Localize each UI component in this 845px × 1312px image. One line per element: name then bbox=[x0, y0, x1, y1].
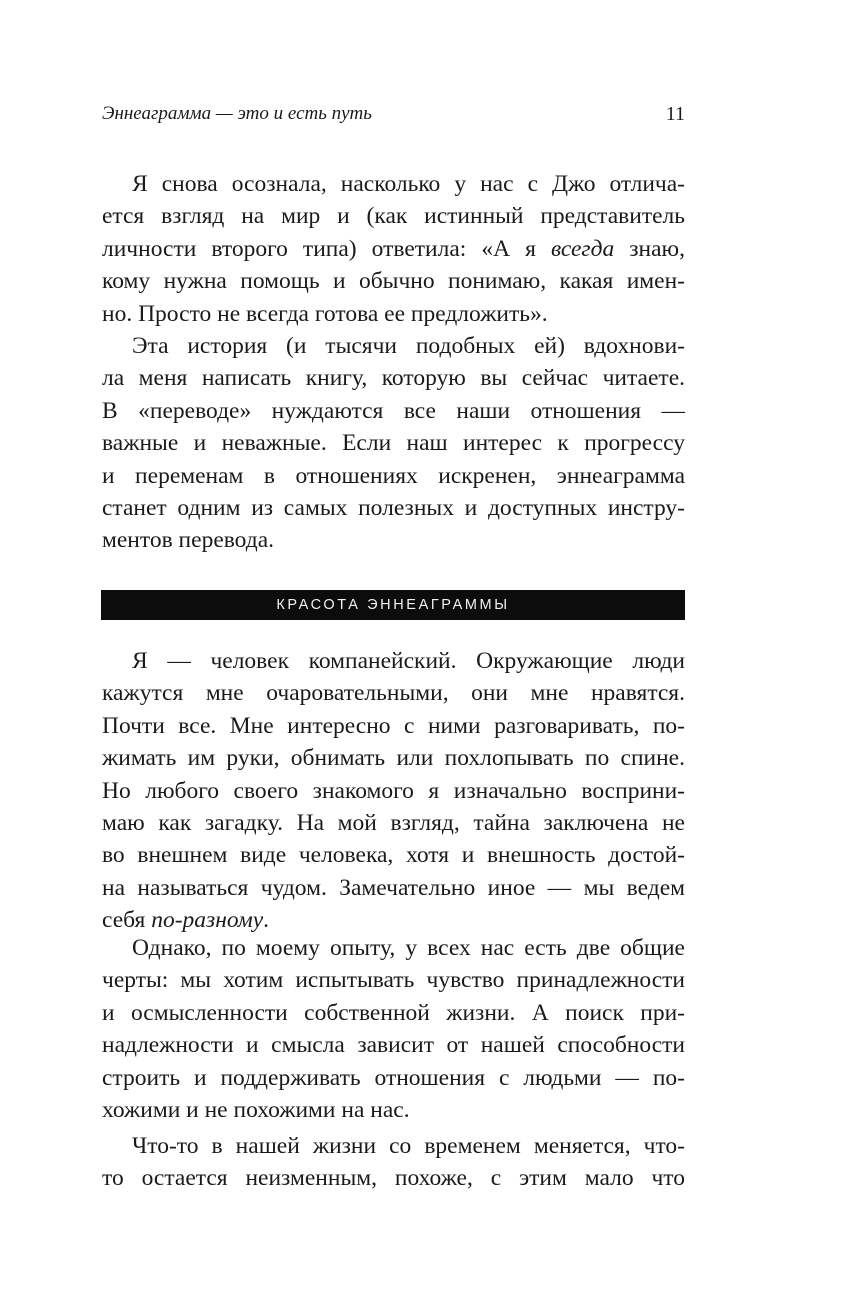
text-line bbox=[102, 233, 685, 265]
text-span: личности второго типа) ответила: «А я bbox=[102, 235, 551, 262]
text-line: ментов перевода. bbox=[102, 527, 275, 554]
text-span: знаю, bbox=[614, 235, 685, 262]
text-line: строить и поддерживать отношения с людьми — по- bbox=[102, 1064, 685, 1091]
emphasis-text: всегда bbox=[550, 235, 615, 262]
text-line: черты: мы хотим испытывать чувство принадлежности bbox=[102, 967, 685, 994]
running-title: Эннеаграмма — это и есть путь bbox=[102, 103, 372, 124]
text-line: хожими и не похожими на нас. bbox=[102, 1096, 410, 1123]
text-line: жимать им руки, обнимать или похлопывать по спине. bbox=[102, 745, 685, 772]
text-line: Я — человек компанейский. Окружающие люди bbox=[132, 648, 685, 674]
paragraph-1 bbox=[102, 168, 685, 330]
section-heading: КРАСОТА ЭННЕАГРАММЫ bbox=[101, 590, 685, 620]
text-line: важные и неважные. Если наш интерес к прогрессу bbox=[102, 430, 685, 457]
text-line: В «переводе» нуждаются все наши отношения — bbox=[102, 397, 685, 424]
paragraph-5 bbox=[102, 1130, 685, 1195]
text-line: и переменам в отношениях искренен, эннеаграмма bbox=[102, 462, 685, 489]
text-line: Эта история (и тысячи подобных ей) вдохнови- bbox=[132, 333, 685, 359]
text-line: но. Просто не всегда готова ее предложить». bbox=[102, 300, 548, 327]
page-number: 11 bbox=[665, 103, 685, 125]
text-line: кажутся мне очаровательными, они мне нравятся. bbox=[102, 680, 685, 707]
text-span: себя bbox=[102, 907, 152, 934]
text-line: и осмысленности собственной жизни. А поиск при- bbox=[102, 999, 685, 1026]
text-line: станет одним из самых полезных и доступных инстру- bbox=[102, 494, 685, 521]
text-line: во внешнем виде человека, хотя и внешность достой- bbox=[102, 842, 685, 869]
text-line: кому нужна помощь и обычно понимаю, какая имен- bbox=[102, 268, 685, 295]
paragraph-2 bbox=[102, 330, 685, 557]
text-line: Но любого своего знакомого я изначально восприни- bbox=[102, 777, 685, 804]
text-line: маю как загадку. На мой взгляд, тайна заключена не bbox=[102, 809, 685, 836]
text-line: ла меня написать книгу, которую вы сейчас читаете. bbox=[102, 365, 685, 392]
emphasis-text: по-разному bbox=[151, 907, 264, 934]
text-line: Почти все. Мне интересно с ними разговаривать, по- bbox=[102, 712, 685, 739]
text-line: Я снова осознала, насколько у нас с Джо отлича- bbox=[132, 171, 685, 197]
text-line: Что-то в нашей жизни со временем меняется, что- bbox=[132, 1133, 685, 1159]
paragraph-4 bbox=[102, 932, 685, 1126]
paragraph-3 bbox=[102, 645, 685, 937]
text-line: Однако, по моему опыту, у всех нас есть две общие bbox=[132, 935, 685, 961]
text-line: то остается неизменным, похоже, с этим мало что bbox=[102, 1165, 685, 1192]
text-line: на называться чудом. Замечательно иное — мы ведем bbox=[102, 874, 685, 901]
text-line: ется взгляд на мир и (как истинный представитель bbox=[102, 203, 685, 230]
text-span: . bbox=[263, 907, 270, 934]
running-header bbox=[102, 103, 685, 131]
text-line: надлежности и смысла зависит от нашей способности bbox=[102, 1032, 685, 1059]
